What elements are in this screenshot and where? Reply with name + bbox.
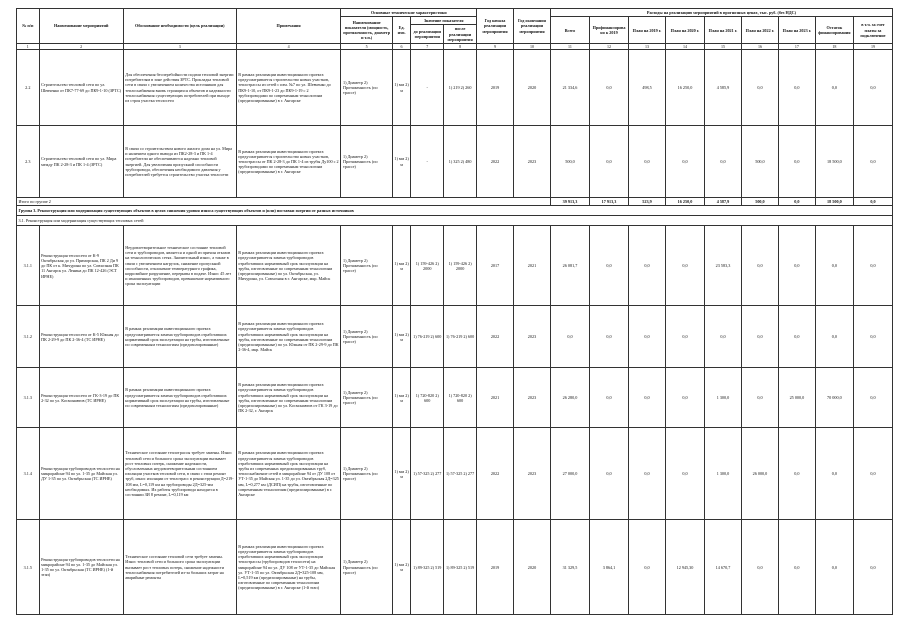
row-name: Строительство тепловой сети по ул. Мира между ПК 2-28-3 и ПК 1-4 (ЗРТС)	[39, 126, 123, 198]
header-tech-before: до реализации мероприятия	[411, 25, 444, 44]
header-name: Наименование мероприятий	[39, 9, 123, 44]
header-tech-name: Наименование показателя (мощность, протяженность, диаметр и т.п.)	[341, 17, 392, 44]
row-name: Реконструкция трубопроводов теплосети на микрорайоне 94 по ул. 1-35 до Майская ул. 1-35 по ул. Октябрьская (ТС ИРНЕ) (1-й этап)	[39, 520, 123, 615]
row-plan-2020: 0,0	[665, 428, 704, 520]
row-plan-2021: 1 300,0	[704, 428, 741, 520]
row-incl: 0,0	[853, 126, 892, 198]
row-tech-before: 1) 89-325 2) 519	[411, 520, 444, 615]
row-total: 27 000,0	[550, 428, 589, 520]
row-name: Реконструкция теплосети от ГК-3-19 до ПК 2-32 по ул. Космонавтов (ТС ИРНЕ)	[39, 368, 123, 428]
table-header	[17, 9, 893, 50]
row-year-end: 2021	[514, 226, 551, 306]
row-plan-2020: 16 250,0	[665, 50, 704, 126]
row-tech-unit: 1) мм 2) м	[392, 428, 410, 520]
row-remain: 0,0	[815, 520, 853, 615]
row-plan-2021: 23 583,3	[704, 226, 741, 306]
row-justification: Техническое состояние теплотрассы требует замены. Износ тепловой сети и большого срока эксплуатации вызывает рост тепловых потерь, снижение надежности, обусловленных неудовлетворительным состоянием изоляции участков тепловой сети, в связи с этим ремонт труб, износ изоляции от теплотрасс в реконструкции Д=219-108 мм, L=0,119 км на трубопроводы 2Д=325-мм необходимых. Их работы трубопровода находятся в состоянии ЗИ 8 ремонт, L=0,119 км	[123, 428, 236, 520]
row-number: 3.1.5	[17, 520, 40, 615]
group-total-p2022: 500,0	[741, 198, 778, 206]
row-prefin: 0,0	[589, 226, 628, 306]
row-incl: 0,0	[853, 306, 892, 368]
row-name: Реконструкция трубопроводов теплосети на микрорайоне 94 по ул. 1-35 до Майская ул. ДУ 1-35 по ул. Октябрьская (ТС ИРНЕ)	[39, 428, 123, 520]
header-2021: План на 2021 г.	[704, 17, 741, 44]
table-row	[17, 126, 893, 198]
row-tech-after: 1) 159-426 2) 2000	[444, 226, 477, 306]
row-total: 31 329,5	[550, 520, 589, 615]
group-total-prefin: 17 913,3	[589, 198, 628, 206]
row-number: 3.1.2	[17, 306, 40, 368]
group-title: Группа 3. Реконструкция или модернизация существующих объектов в целях снижения уровня износа существующих объектов и (или) поставки энергии от разных источников	[17, 206, 893, 216]
row-notes: В рамках реализации инвестиционного проекта предусматривается замена трубопроводов отработавших нормативный срок эксплуатации теплотрассы (трубопроводов теплосети) на микрорайоне 94 по ул. ДУ 108 от УТ-1-35 до Майская ул. УТ-1-35 по ул. Октябрьская 2Д=325-108 мм, L=0,519 км (предизолированные) на трубы, изготовленные по современным технологиям (предизолированные) в г. Ангарске (1-й этап)	[236, 520, 341, 615]
index-cell: 19	[853, 44, 892, 50]
row-justification: В связи со строительством нового жилого дома на ул. Мира и наличием одного вывода из ПК2-28-3 и ПК 1-4 потребители не обеспечиваются надежно тепловой энергией. Для увеличения пропускной способности трубопровода, обеспечения необходимого давления у потребителей требуется строительство участка теплосети	[123, 126, 236, 198]
row-plan-2019: 498,5	[629, 50, 666, 126]
row-tech-name: 1) Диаметр 2) Протяженность (по трассе)	[341, 226, 392, 306]
header-year-end: Год окончания реализации мероприятия	[514, 9, 551, 44]
index-cell: 14	[665, 44, 704, 50]
row-plan-2019: 0,0	[629, 226, 666, 306]
row-tech-after: 1) 219 2) 260	[444, 50, 477, 126]
header-tech-values: Значение показателя	[411, 17, 477, 25]
header-tech-after: после реализации мероприятия	[444, 25, 477, 44]
row-number: 2.2	[17, 50, 40, 126]
header-need: Обоснование необходимости (цель реализации)	[123, 9, 236, 44]
row-year-start: 2022	[477, 428, 514, 520]
row-plan-2019: 0,0	[629, 520, 666, 615]
row-tech-name: 1) Диаметр 2) Протяженность (по трассе)	[341, 368, 392, 428]
row-prefin: 0,0	[589, 126, 628, 198]
row-plan-2021: 0,0	[704, 306, 741, 368]
row-year-end: 2023	[514, 368, 551, 428]
row-plan-2023: 0,0	[778, 50, 815, 126]
row-tech-unit: 1) мм 2) м	[392, 368, 410, 428]
row-notes: В рамках реализации инвестиционного проекта предусматривается строительство новых участков, теплотрассы от ПК 2-28-3 до ПК 1-4 из трубы Ду100 с 2 трубопроводами по современным технологиям (предизолированные) в г. Ангарске	[236, 126, 341, 198]
row-prefin: 3 864,1	[589, 520, 628, 615]
row-plan-2019: 0,0	[629, 368, 666, 428]
table-body	[17, 50, 893, 615]
header-2020: План на 2020 г.	[665, 17, 704, 44]
index-cell: 11	[550, 44, 589, 50]
group-total-p2020: 16 250,0	[665, 198, 704, 206]
row-year-start: 2022	[477, 126, 514, 198]
row-notes: В рамках реализации инвестиционного проекта предусматривается замена трубопроводов отработавших нормативный срок эксплуатации на трубы, изготовленные по современным технологиям (предизолированные) по ул. Октябрьская, ул. Мичурина, ул. Совхозная в г. Ангарске, мкр. Майск	[236, 226, 341, 306]
row-remain: 70 000,0	[815, 368, 853, 428]
row-tech-unit: 1) мм 2) м	[392, 50, 410, 126]
row-tech-before: -	[411, 50, 444, 126]
header-2019: План на 2019 г.	[629, 17, 666, 44]
row-tech-after: 1) 89-325 2) 519	[444, 520, 477, 615]
header-tech-unit: Ед. изм.	[392, 17, 410, 44]
table-row	[17, 428, 893, 520]
row-remain: 0,0	[815, 428, 853, 520]
index-cell: 6	[392, 44, 410, 50]
index-cell: 9	[477, 44, 514, 50]
investment-table	[16, 8, 893, 615]
row-total: 500,0	[550, 126, 589, 198]
group-total-p2023: 0,0	[778, 198, 815, 206]
header-num: № п/п	[17, 9, 40, 44]
row-number: 3.1.1	[17, 226, 40, 306]
row-tech-before: 1) 57-325 2) 277	[411, 428, 444, 520]
row-number: 3.1.4	[17, 428, 40, 520]
row-notes: В рамках реализации инвестиционного проекта предусматривается строительство новых участков, теплотрассы из сетей с изм. №7 по ул. Шевченко до ПК9-1-10, от ПК9-1-23 до ПК9-1-19 с 2 трубопроводами по современным технологиям (предизолированные) в г. Ангарске	[236, 50, 341, 126]
group-total-label: Итого по группе 2	[17, 198, 551, 206]
row-number: 2.3	[17, 126, 40, 198]
index-cell: 17	[778, 44, 815, 50]
row-tech-after: 1) 720-820 2) 600	[444, 368, 477, 428]
row-justification: Техническое состояние тепловой сети требует замены. Износ тепловой сети и большого срока эксплуатации вызывает рост тепловых потерь, снижение надежности теплоснабжения потребителей из-за больших затрат на аварийные ремонты	[123, 520, 236, 615]
row-notes: В рамках реализации инвестиционного проекта предусматривается замена трубопроводов отработавших нормативный срок эксплуатации на трубы из современных предизолированных труб, теплоснабжение сетей в микрорайоне 94 от ДУ 108 от УТ-1-35 до Майская ул. 1-35 до ул. Октябрьская 2Д=325 мм, L=0,277 км (ДСИП) на трубы, изготовленные по современным технологиям (предизолированные) в г. Ангарске	[236, 428, 341, 520]
row-plan-2021: 4 585,9	[704, 50, 741, 126]
row-incl: 0,0	[853, 368, 892, 428]
row-plan-2020: 0,0	[665, 126, 704, 198]
row-year-end: 2023	[514, 126, 551, 198]
row-plan-2019: 0,0	[629, 306, 666, 368]
row-incl: 0,0	[853, 50, 892, 126]
row-tech-before: 1) 76-219 2) 600	[411, 306, 444, 368]
row-year-end: 2023	[514, 428, 551, 520]
row-year-end: 2020	[514, 50, 551, 126]
header-tech-group: Основные технические характеристики	[341, 9, 477, 17]
row-plan-2020: 0,0	[665, 368, 704, 428]
table-row	[17, 368, 893, 428]
row-plan-2019: 0,0	[629, 428, 666, 520]
row-plan-2023: 0,0	[778, 306, 815, 368]
index-cell: 7	[411, 44, 444, 50]
row-tech-name: 1) Диаметр 2) Протяженность (по трассе)	[341, 126, 392, 198]
row-incl: 0,0	[853, 226, 892, 306]
document-page	[16, 8, 893, 615]
row-plan-2023: 25 000,0	[778, 368, 815, 428]
row-total: 26 280,0	[550, 368, 589, 428]
row-total: 26 081,7	[550, 226, 589, 306]
row-tech-name: 1) Диаметр 2) Протяженность (по трассе)	[341, 306, 392, 368]
group-total-remain: 18 500,0	[815, 198, 853, 206]
index-cell: 15	[704, 44, 741, 50]
row-prefin: 0,0	[589, 306, 628, 368]
index-cell: 2	[39, 44, 123, 50]
row-tech-before: -	[411, 126, 444, 198]
subgroup-title: 3.1. Реконструкция или модернизация существующих тепловых сетей	[17, 216, 893, 226]
header-2022: План на 2022 г.	[741, 17, 778, 44]
row-tech-after: 1) 325 2) 480	[444, 126, 477, 198]
row-remain: 0,0	[815, 306, 853, 368]
row-tech-unit: 1) мм 2) м	[392, 126, 410, 198]
row-justification: В рамках реализации инвестиционного проекта предусматривается замена трубопроводов отработавших нормативный срок эксплуатации на трубы, изготовленные по современным технологиям (предизолированные)	[123, 368, 236, 428]
row-tech-name: 1) Диаметр 2) Протяженность (по трассе)	[341, 50, 392, 126]
row-notes: В рамках реализации инвестиционного проекта предусматривается замена трубопроводов отработавших нормативный срок эксплуатации на трубы, изготовленные по современным технологиям (предизолированные) по ул. Космонавтов от ГК 3-19 до ПК 2-32, г. Ангарск	[236, 368, 341, 428]
row-tech-unit: 1) мм 2) м	[392, 226, 410, 306]
index-cell: 12	[589, 44, 628, 50]
header-remain: Остаток финансирования	[815, 17, 853, 44]
group-total-p2021: 4 587,9	[704, 198, 741, 206]
row-number: 3.1.3	[17, 368, 40, 428]
table-row	[17, 50, 893, 126]
row-tech-unit: 1) мм 2) м	[392, 520, 410, 615]
row-plan-2021: 14 670,7	[704, 520, 741, 615]
row-plan-2023: 0,0	[778, 428, 815, 520]
row-prefin: 0,0	[589, 428, 628, 520]
row-year-end: 2023	[514, 306, 551, 368]
row-plan-2023: 0,0	[778, 126, 815, 198]
index-cell: 16	[741, 44, 778, 50]
index-cell: 4	[236, 44, 341, 50]
index-cell: 13	[629, 44, 666, 50]
row-plan-2022: 0,0	[741, 368, 778, 428]
header-costs-group: Расходы на реализацию мероприятий в прогнозных ценах, тыс. руб. (без НДС)	[550, 9, 892, 17]
index-cell: 3	[123, 44, 236, 50]
row-plan-2023: 0,0	[778, 520, 815, 615]
header-year-start: Год начала реализации мероприятия	[477, 9, 514, 44]
index-cell: 1	[17, 44, 40, 50]
row-tech-name: 1) Диаметр 2) Протяженность (по трассе)	[341, 428, 392, 520]
index-cell: 10	[514, 44, 551, 50]
row-tech-before: 1) 159-426 2) 2000	[411, 226, 444, 306]
row-incl: 0,0	[853, 520, 892, 615]
row-year-end: 2020	[514, 520, 551, 615]
row-remain: 0,0	[815, 226, 853, 306]
row-plan-2020: 12 945,30	[665, 520, 704, 615]
group-total-total: 39 913,3	[550, 198, 589, 206]
row-plan-2022: 500,0	[741, 126, 778, 198]
table-row	[17, 520, 893, 615]
group-total-p2019: 523,9	[629, 198, 666, 206]
row-year-start: 2017	[477, 226, 514, 306]
header-prefin: Профинансировано к 2019	[589, 17, 628, 44]
index-cell: 18	[815, 44, 853, 50]
header-incl: в т.ч. за счет платы за подключение	[853, 17, 892, 44]
row-year-start: 2021	[477, 368, 514, 428]
row-incl: 0,0	[853, 428, 892, 520]
row-year-start: 2019	[477, 520, 514, 615]
row-year-start: 2019	[477, 50, 514, 126]
row-year-start: 2022	[477, 306, 514, 368]
row-tech-before: 1) 720-820 2) 600	[411, 368, 444, 428]
row-plan-2021: 0,0	[704, 126, 741, 198]
row-name: Строительство тепловой сети по ул. Шевченко от ПК7-77-69 до ПК9-1-10 (ЗРТС)	[39, 50, 123, 126]
row-plan-2021: 1 300,0	[704, 368, 741, 428]
row-name: Реконструкция теплосети от К-5 Южная до ПК 2-29-9 до ПК 2-36-4 (ТС ИРНЕ)	[39, 306, 123, 368]
row-remain: 18 500,0	[815, 126, 853, 198]
row-total: 0,0	[550, 306, 589, 368]
row-name: Реконструкция теплосети от К-9 Октябрьская до ул. Приморская, ПК 2 Ди 9 до ПК от к. Мичурина по ул. Совхозная ПК 11 Ангарск ул. Ленина до ПК 12-426 (ЭСТ ИРНЕ)	[39, 226, 123, 306]
row-prefin: 0,0	[589, 50, 628, 126]
table-row	[17, 226, 893, 306]
row-plan-2020: 0,0	[665, 226, 704, 306]
row-plan-2023: 0,0	[778, 226, 815, 306]
row-justification: Для обеспечения бесперебойности подачи тепловой энергии потребителям в зоне действия ЗРТС. Прокладка тепловой сети в связи с увеличением количества источников для теплоснабжения вновь строящихся объектов и надежности теплоснабжения существующих потребителей при выходе из строя участка теплосети	[123, 50, 236, 126]
row-plan-2019: 0,0	[629, 126, 666, 198]
table-row	[17, 206, 893, 216]
row-tech-after: 1) 76-219 2) 600	[444, 306, 477, 368]
header-2023: План на 2023 г.	[778, 17, 815, 44]
row-remain: 0,0	[815, 50, 853, 126]
index-cell: 5	[341, 44, 392, 50]
row-plan-2022: 0,0	[741, 226, 778, 306]
index-cell: 8	[444, 44, 477, 50]
header-notes: Примечания	[236, 9, 341, 44]
group-total-row	[17, 198, 893, 206]
row-justification: В рамках реализации инвестиционного проекта предусматривается замена трубопроводов отработавших нормативный срок эксплуатации на трубы, изготовленные по современным технологиям (предизолированные)	[123, 306, 236, 368]
row-tech-after: 1) 57-325 2) 277	[444, 428, 477, 520]
row-tech-name: 1) Диаметр 2) Протяженность (по трассе)	[341, 520, 392, 615]
row-plan-2022: 0,0	[741, 520, 778, 615]
table-row	[17, 306, 893, 368]
group-total-incl: 0,0	[853, 198, 892, 206]
row-justification: Неудовлетворительное техническое состояние тепловой сети и трубопроводов, является и одной из причин отказов на технологических сетях. Значительный износ, а также в связи с увеличением нагрузок, снижение пропускной способности, отклонение температурного графика, коррозийное разрушение, перерывы в подаче. Износ 45 лет и изношенных трубопроводов, превышение нормативного срока эксплуатации	[123, 226, 236, 306]
row-tech-unit: 1) мм 2) м	[392, 306, 410, 368]
header-total: Всего	[550, 17, 589, 44]
table-row	[17, 216, 893, 226]
row-plan-2022: 26 000,0	[741, 428, 778, 520]
row-notes: В рамках реализации инвестиционного проекта предусматривается замена трубопроводов отработавших нормативный срок эксплуатации на трубы, изготовленные по современным технологиям (предизолированные) по ул. Южная от ПК 2-29-9 до ПК 2-36-4, мкр. Майск	[236, 306, 341, 368]
row-total: 21 334,6	[550, 50, 589, 126]
row-prefin: 0,0	[589, 368, 628, 428]
row-plan-2022: 0,0	[741, 50, 778, 126]
row-plan-2022: 0,0	[741, 306, 778, 368]
row-plan-2020: 0,0	[665, 306, 704, 368]
